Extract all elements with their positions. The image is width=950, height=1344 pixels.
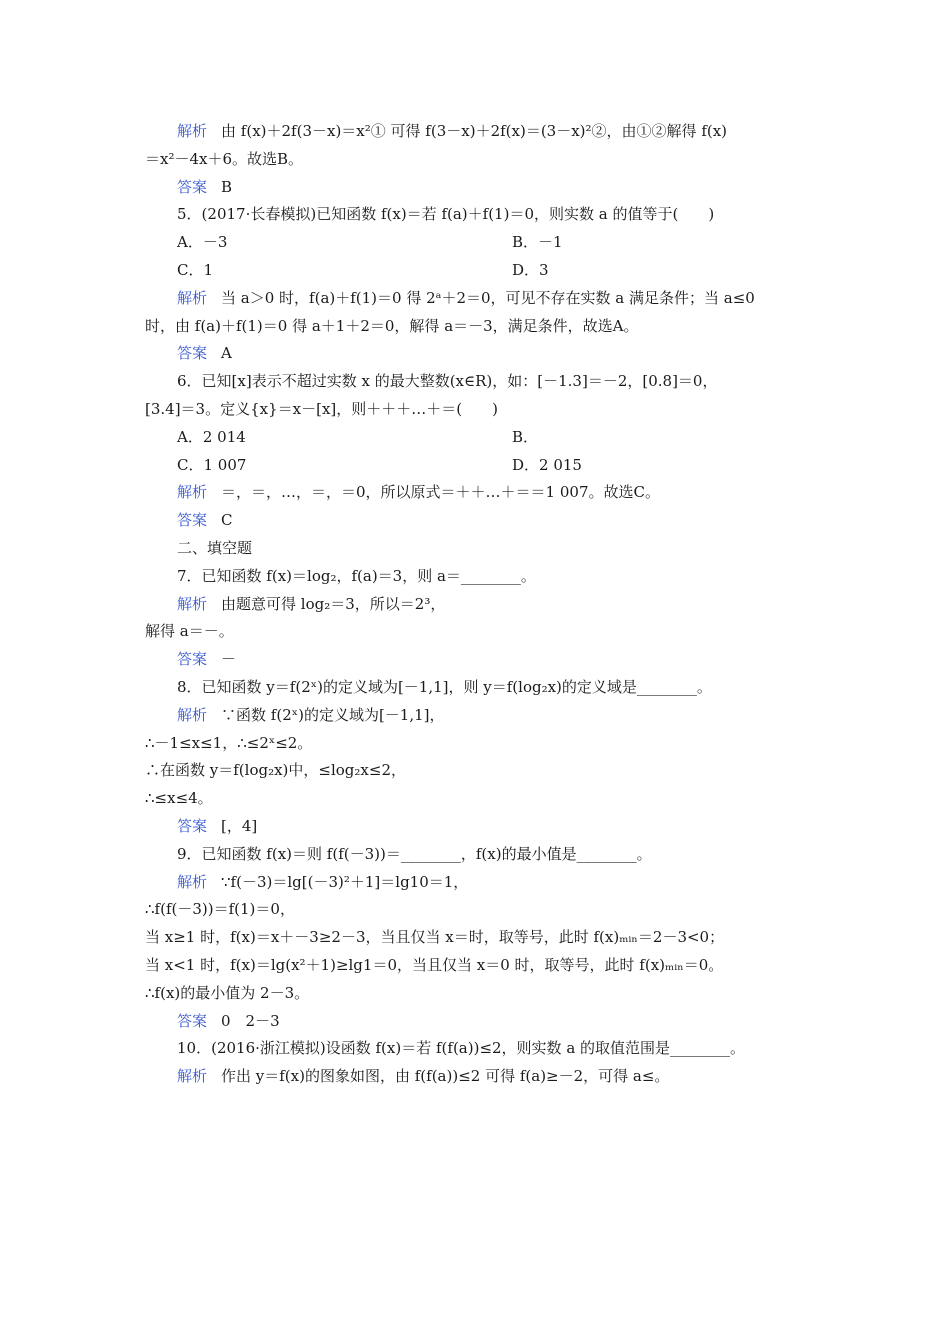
answer-label: 答案 <box>177 177 208 196</box>
text-line <box>0 896 950 924</box>
text-line <box>0 313 950 341</box>
line-text: 6．已知[x]表示不超过实数 x 的最大整数(x∈R)，如：[－1.3]＝－2，[0.8]＝0， <box>177 372 718 391</box>
line-text: ∴≤x≤4。 <box>145 789 213 808</box>
line-text: 当 x<1 时，f(x)＝lg(x²＋1)≥lg1＝0，当且仅当 x＝0 时，取等号，此时 f(x)ₘᵢₙ＝0。 <box>145 955 724 974</box>
line-text: 10．(2016·浙江模拟)设函数 f(x)＝若 f(f(a))≤2，则实数 a 的取值范围是________。 <box>177 1039 746 1058</box>
line-text: ＝x²－4x＋6。故选B。 <box>145 149 304 168</box>
text-line <box>0 591 950 619</box>
text-line <box>0 1035 950 1063</box>
text-line <box>0 285 950 313</box>
line-text: 解得 a＝－。 <box>145 622 234 641</box>
analysis-label: 解析 <box>177 483 208 502</box>
text-line <box>0 924 950 952</box>
text-line <box>0 535 950 563</box>
line-text: C．1 007 <box>177 455 247 474</box>
option-text: B．－1 <box>512 233 563 252</box>
text-line <box>0 952 950 980</box>
text-line <box>0 507 950 535</box>
line-text: ∴f(f(－3))＝f(1)＝0， <box>145 900 295 919</box>
line-text: 作出 y＝f(x)的图象如图，由 f(f(a))≤2 可得 f(a)≥－2，可得 a≤。 <box>221 1067 670 1086</box>
text-line <box>0 841 950 869</box>
line-text: 由 f(x)＋2f(3－x)＝x²① 可得 f(3－x)＋2f(x)＝(3－x)²②，由①②解得 f(x) <box>221 122 728 140</box>
line-text: [3.4]＝3。定义{x}＝x－[x]，则＋＋＋…＋＝( ) <box>145 399 498 418</box>
text-line <box>0 869 950 897</box>
document-page <box>0 118 950 1091</box>
analysis-label: 解析 <box>177 594 208 613</box>
line-text: 8．已知函数 y＝f(2ˣ)的定义域为[－1,1]，则 y＝f(log₂x)的定义域是________。 <box>177 677 712 696</box>
answer-label: 答案 <box>177 344 208 363</box>
analysis-label: 解析 <box>177 288 208 307</box>
line-text: ∵f(－3)＝lg[(－3)²＋1]＝lg10＝1， <box>221 872 469 891</box>
line-text: C．1 <box>177 260 214 279</box>
text-line <box>0 730 950 758</box>
text-line <box>0 785 950 813</box>
line-text: 0 2－3 <box>221 1011 280 1030</box>
line-text: ∵函数 f(2ˣ)的定义域为[－1,1]， <box>221 705 445 724</box>
text-line <box>0 980 950 1008</box>
text-line <box>0 1008 950 1036</box>
answer-label: 答案 <box>177 650 208 669</box>
text-line <box>0 813 950 841</box>
line-text: 由题意可得 log₂＝3，所以＝2³， <box>221 594 446 613</box>
answer-label: 答案 <box>177 1011 208 1030</box>
text-line <box>0 424 950 452</box>
line-text: A．2 014 <box>177 427 246 446</box>
analysis-label: 解析 <box>177 872 208 891</box>
text-line <box>0 174 950 202</box>
option-text: D．3 <box>512 260 549 279</box>
text-line <box>0 757 950 785</box>
line-text: B <box>221 177 233 196</box>
line-text: － <box>221 650 237 669</box>
text-line <box>0 646 950 674</box>
text-line <box>0 118 950 146</box>
line-text: ∴f(x)的最小值为 2－3。 <box>145 983 310 1002</box>
line-text: 当 x≥1 时，f(x)＝x＋－3≥2－3，当且仅当 x＝时，取等号，此时 f(x)ₘᵢₙ＝2－3<0； <box>145 928 725 947</box>
option-text: D．2 015 <box>512 455 582 474</box>
text-line <box>0 229 950 257</box>
text-line <box>0 479 950 507</box>
line-text: 5．(2017·长春模拟)已知函数 f(x)＝若 f(a)＋f(1)＝0，则实数 a 的值等于( ) <box>177 205 715 224</box>
text-line <box>0 618 950 646</box>
text-line <box>0 674 950 702</box>
line-text: 二、填空题 <box>177 538 253 557</box>
line-text: 时，由 f(a)＋f(1)＝0 得 a＋1＋2＝0，解得 a＝－3，满足条件，故选A。 <box>145 316 639 335</box>
line-text: A．－3 <box>177 233 228 252</box>
option-text: B． <box>512 427 539 446</box>
answer-label: 答案 <box>177 816 208 835</box>
line-text: 7．已知函数 f(x)＝log₂，f(a)＝3，则 a＝________。 <box>177 566 536 585</box>
text-line <box>0 396 950 424</box>
analysis-label: 解析 <box>177 705 208 724</box>
line-text: C <box>221 511 233 530</box>
text-line <box>0 257 950 285</box>
analysis-label: 解析 <box>177 1067 208 1086</box>
text-line <box>0 201 950 229</box>
line-text: ＝，＝，…，＝，＝0，所以原式＝＋＋…＋＝＝1 007。故选C。 <box>221 483 660 502</box>
text-line <box>0 702 950 730</box>
answer-label: 答案 <box>177 511 208 530</box>
text-line <box>0 452 950 480</box>
text-line <box>0 340 950 368</box>
analysis-label: 解析 <box>177 122 208 140</box>
text-line <box>0 1063 950 1091</box>
line-text: 9．已知函数 f(x)＝则 f(f(－3))＝________，f(x)的最小值是________。 <box>177 844 652 863</box>
line-text: ∴－1≤x≤1，∴≤2ˣ≤2。 <box>145 733 313 752</box>
line-text: [，4] <box>221 816 258 835</box>
text-line <box>0 146 950 174</box>
line-text: ∴在函数 y＝f(log₂x)中，≤log₂x≤2， <box>145 761 406 780</box>
line-text: 当 a＞0 时，f(a)＋f(1)＝0 得 2ᵃ＋2＝0，可见不存在实数 a 满足条件；当 a≤0 <box>221 288 755 307</box>
text-line <box>0 563 950 591</box>
text-line <box>0 368 950 396</box>
line-text: A <box>221 344 232 363</box>
